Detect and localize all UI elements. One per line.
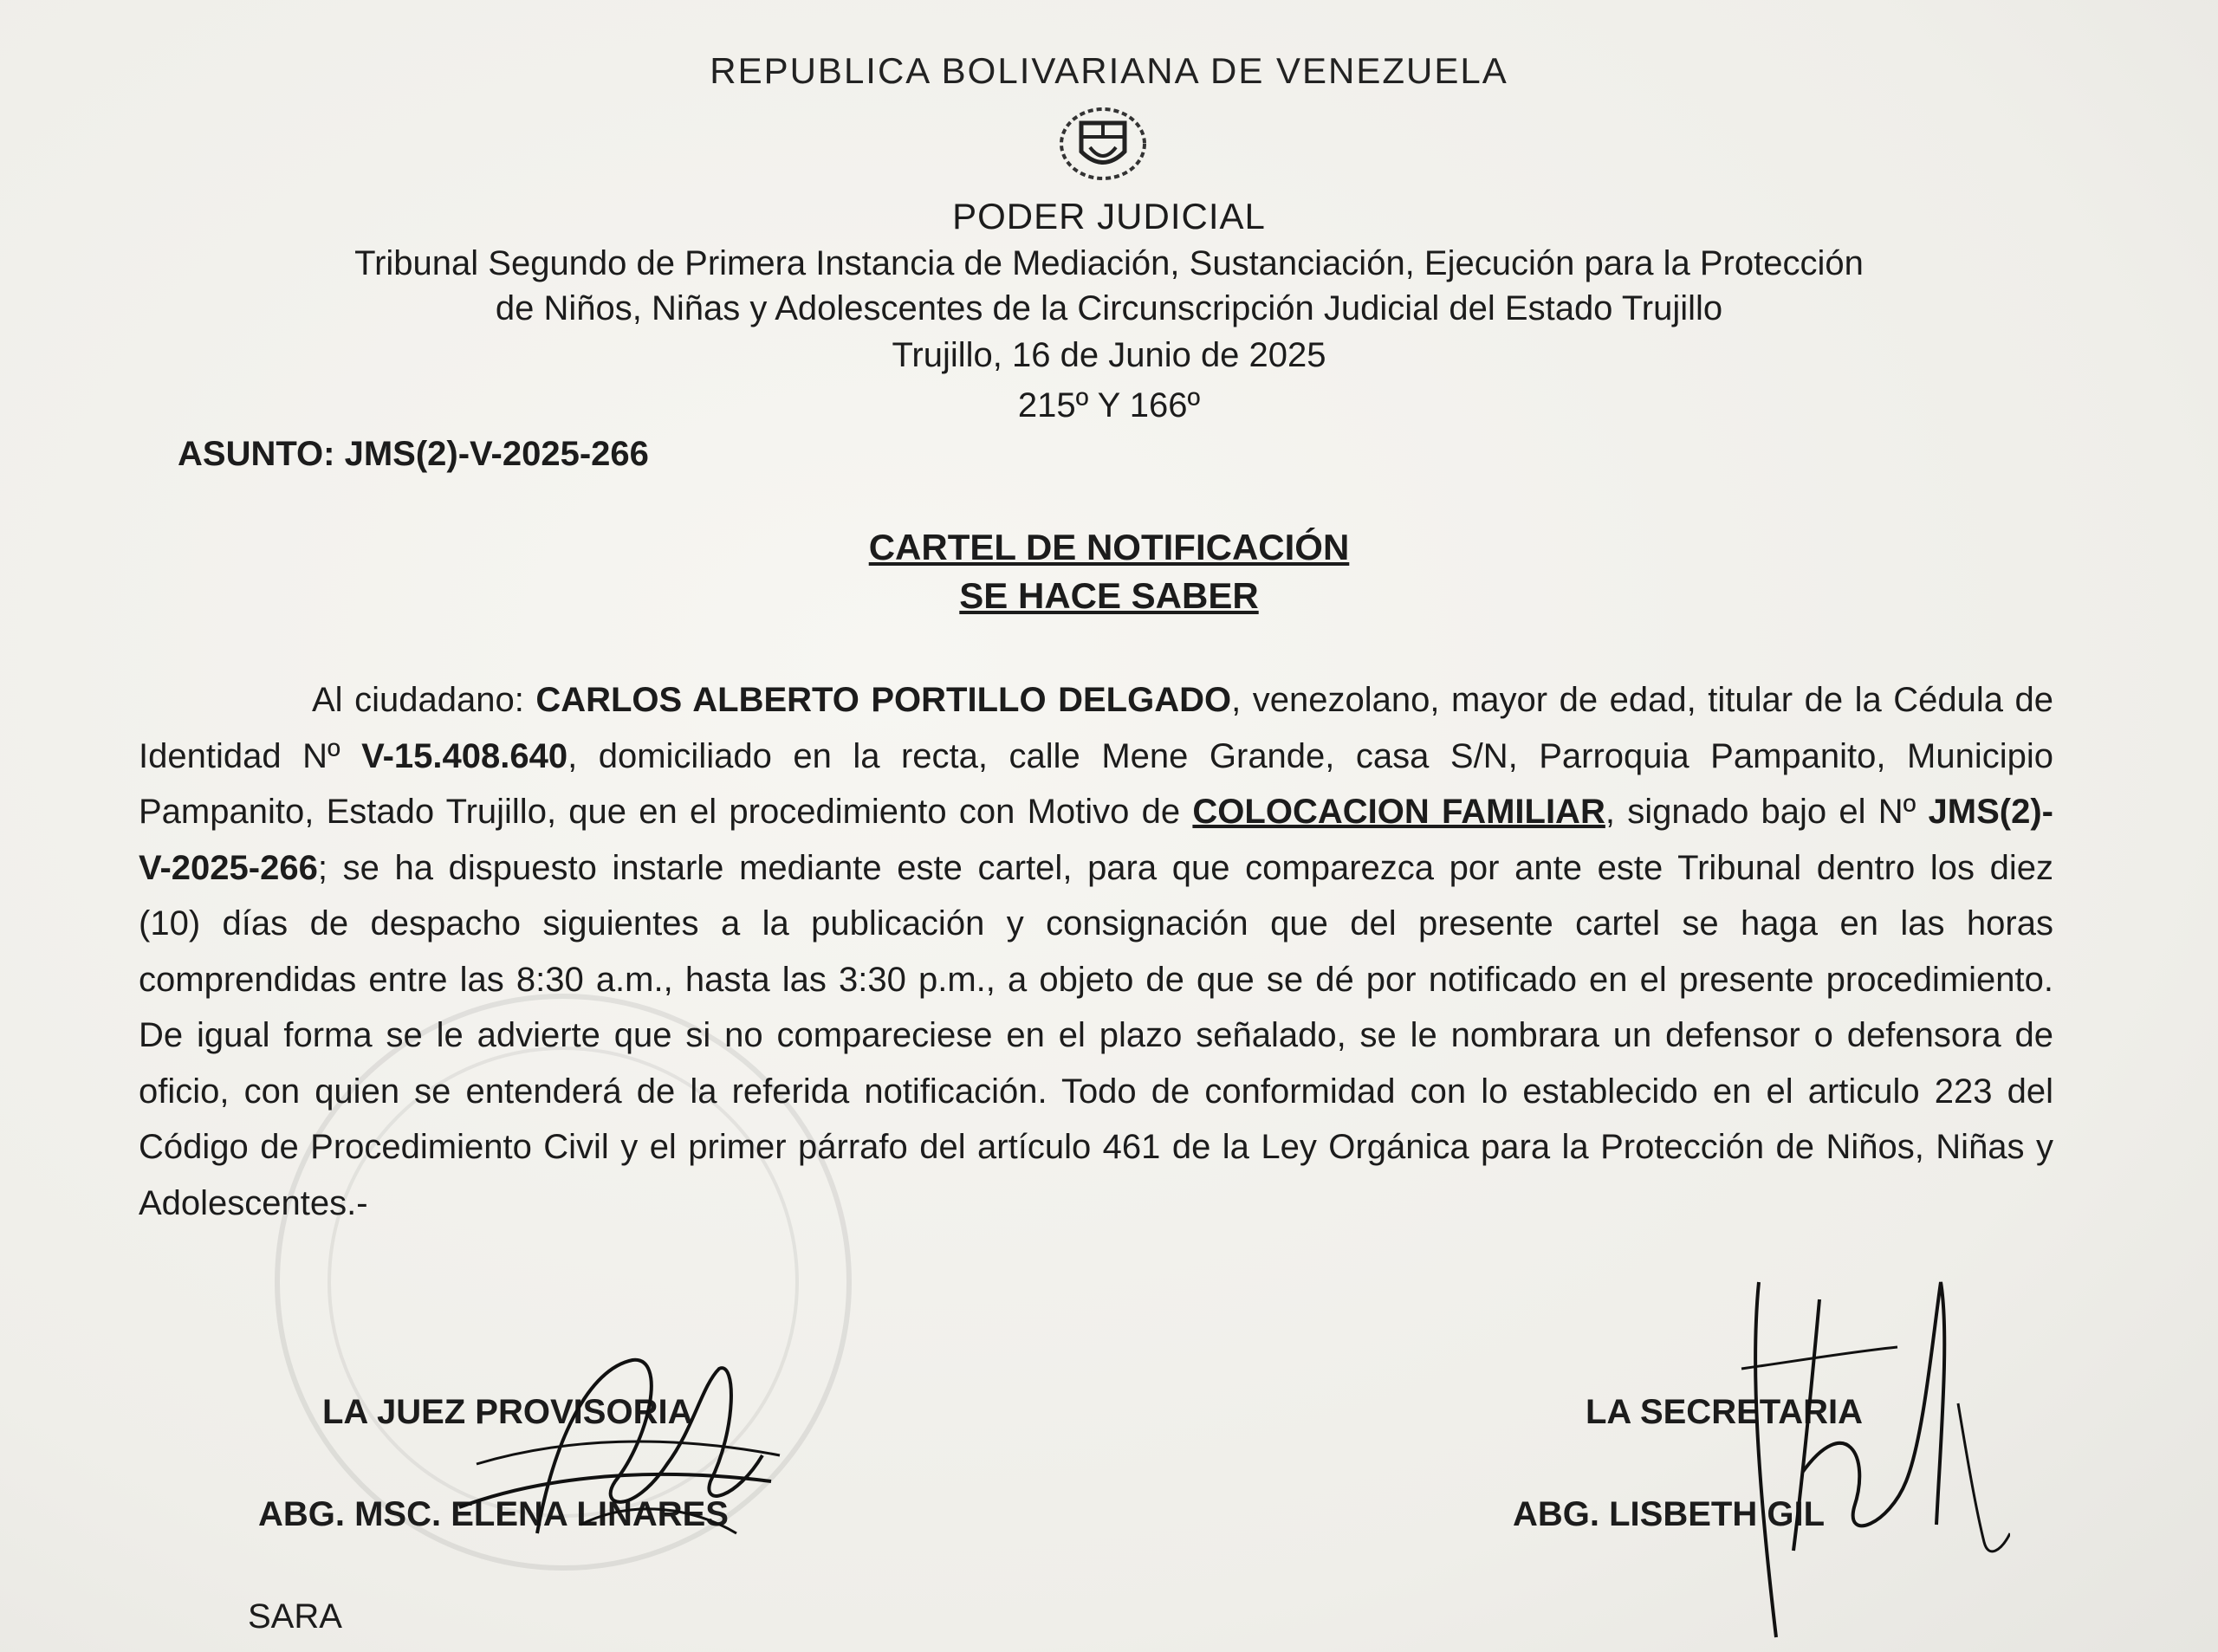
secretaria-name: ABG. LISBETH GIL xyxy=(1513,1495,1825,1533)
secretaria-signature-icon xyxy=(1724,1265,2010,1646)
cedula-number: V-15.408.640 xyxy=(361,736,568,775)
body-text-3: , domiciliado en la recta, calle Mene Grande, casa S/N, Parroquia Pampanito, Municipio Pampanito, Estado Trujillo, que en el procedimiento con Motivo de xyxy=(139,736,2053,831)
title-se-hace-saber: SE HACE SABER xyxy=(959,575,1259,616)
motivo-label: COLOCACION FAMILIAR xyxy=(1192,793,1605,831)
asunto-label: ASUNTO: JMS(2)-V-2025-266 xyxy=(178,435,649,473)
body-text-5: ; se ha dispuesto instarle mediante este cartel, para que comparezca por ante este Tribunal dentro los diez (10) días de despacho siguientes a la publicación y consignación que del presente cartel se haga en las horas comprendidas entre las 8:30 a.m., hasta las 3:30 p.m., a objeto de que se dé por notificado en el presente procedimiento. De igual forma se le advierte que si no compareciese en el plazo señalado, se le nombrara un defensor o defensora de oficio, con quien se entenderá de la referida notificación. Todo de conformidad con lo establecido en el articulo 223 del Código de Procedimiento Civil y el primer párrafo del artículo 461 de la Ley Orgánica para la Protección de Niños, Niñas y Adolescentes.- xyxy=(139,848,2053,1222)
header-anios: 215º Y 166º xyxy=(1017,386,1201,424)
body-text-4: , signado bajo el Nº xyxy=(1605,793,1929,831)
expediente-number: JMS(2)-V-2025-266 xyxy=(139,793,2053,887)
footer-initials: SARA xyxy=(248,1597,342,1636)
title-cartel: CARTEL DE NOTIFICACIÓN xyxy=(868,527,1350,567)
juez-signature-icon xyxy=(407,1334,858,1559)
secretaria-role: LA SECRETARIA xyxy=(1586,1393,1863,1431)
header-tribunal-line2: de Niños, Niñas y Adolescentes de la Circunscripción Judicial del Estado Trujillo xyxy=(495,289,1723,327)
header-fecha: Trujillo, 16 de Junio de 2025 xyxy=(892,336,1326,374)
header-republica: REPUBLICA BOLIVARIANA DE VENEZUELA xyxy=(710,50,1508,91)
body-intro: Al ciudadano: xyxy=(312,681,536,719)
notification-body xyxy=(139,672,2053,1231)
header-tribunal-line1: Tribunal Segundo de Primera Instancia de Mediación, Sustanciación, Ejecución para la Protección xyxy=(354,244,1864,282)
body-text-2: , venezolano, mayor de edad, titular de la Cédula de Identidad Nº xyxy=(139,681,2054,775)
header-poder-judicial: PODER JUDICIAL xyxy=(952,196,1266,236)
coat-of-arms-icon xyxy=(1055,104,1151,184)
juez-name: ABG. MSC. ELENA LINARES xyxy=(258,1495,729,1533)
citizen-name: CARLOS ALBERTO PORTILLO DELGADO xyxy=(535,681,1232,719)
juez-role: LA JUEZ PROVISORIA xyxy=(322,1393,693,1431)
